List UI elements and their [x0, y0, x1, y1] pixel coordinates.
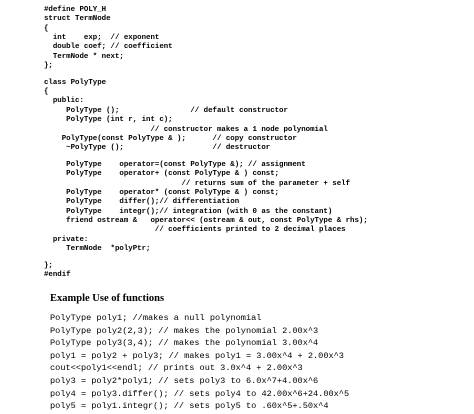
code-line: poly4 = poly3.differ(); // sets poly4 to 42.00x^6+24.00x^5: [50, 388, 350, 399]
code-line: public:: [44, 97, 84, 106]
code-line: PolyType poly1; //makes a null polynomial: [50, 313, 262, 323]
code-line: PolyType operator=(const PolyType &); // assignment: [44, 160, 306, 169]
example-section-heading: Example Use of functions: [50, 293, 165, 304]
code-line: class PolyType: [44, 78, 107, 87]
code-line: };: [44, 62, 53, 71]
code-line: // coefficients printed to 2 decimal places: [44, 226, 346, 235]
code-line: cout<<poly1<<endl; // prints out 3.0x^4 + 2.00x^3: [50, 363, 303, 374]
code-line: PolyType integr();// integration (with 0 as the constant): [44, 207, 333, 216]
code-line: [44, 254, 368, 261]
code-line: poly3 = poly2*poly1; // sets poly3 to 6.0x^7+4.00x^6: [50, 375, 319, 386]
code-line: PolyType poly3(3,4); // makes the polynomial 3.00x^4: [50, 338, 319, 349]
code-line: struct TermNode: [44, 15, 111, 24]
code-line: PolyType poly2(2,3); // makes the polynomial 2.00x^3: [50, 325, 319, 336]
code-line: int exp; // exponent: [44, 34, 160, 43]
code-line: private:: [44, 235, 89, 244]
code-line: double coef; // coefficient: [44, 43, 173, 52]
code-line: PolyType (int r, int c);: [44, 116, 173, 125]
class-definition-code: [44, 6, 368, 280]
code-line: [44, 71, 368, 78]
code-line: TermNode * next;: [44, 52, 124, 61]
code-line: PolyType operator* (const PolyType & ) const;: [44, 188, 280, 197]
code-line: PolyType differ();// differentiation: [44, 198, 240, 207]
code-line: };: [44, 261, 53, 270]
code-line: ~PolyType (); // destructor: [44, 144, 271, 153]
code-line: {: [44, 24, 49, 33]
code-line: [44, 154, 368, 161]
code-line: PolyType operator+ (const PolyType & ) const;: [44, 170, 280, 179]
example-usage-code: [50, 312, 349, 413]
code-line: #define POLY_H: [44, 6, 107, 14]
code-line: {: [44, 88, 49, 97]
code-line: PolyType (); // default constructor: [44, 106, 288, 115]
code-line: TermNode *polyPtr;: [44, 245, 151, 254]
code-line: poly5 = poly1.integr(); // sets poly5 to .60x^5+.50x^4: [50, 401, 329, 412]
code-line: // returns sum of the parameter + self: [44, 179, 351, 188]
code-line: poly1 = poly2 + poly3; // makes poly1 = 3.00x^4 + 2.00x^3: [50, 350, 344, 361]
code-line: friend ostream & operator<< (ostream & out, const PolyType & rhs);: [44, 217, 368, 225]
code-line: #endif: [44, 271, 71, 280]
code-line: // constructor makes a 1 node polynomial: [44, 125, 328, 134]
code-line: PolyType(const PolyType & ); // copy constructor: [44, 134, 297, 143]
